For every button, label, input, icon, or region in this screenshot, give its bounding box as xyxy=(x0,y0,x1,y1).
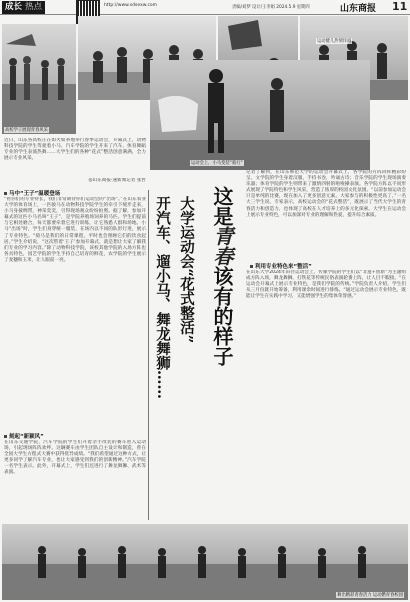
section-1-text: “看你们的专业特长，我们非常期待你们运动会的“出场”。”在山东农业大学的体育场上，一匹骏马在动物科技学院学生的牵引下缓步走来，小马身披绸带，神采奕奕，引得现场观众纷纷拍照。据了解，参加开幕式的这匹小马名叫“王子”，是学院养殖场饲养的马匹。学生们提前与它相处磨合，每天都要牵着它进行训练，让它熟悉人群和场地。小马“出场”时，学生们身穿统一服装，在场内以不同的队形行进，展示了专业特色。“骑马是我们的日常课程，平时也会照顾它们的饮食起居。”学生介绍说，“这次带着‘王子’参加开幕式，就是想让大家了解我们专业的学习内容。”除了动物科技学院，该校其他学院的入场方阵也各具特色，园艺学院的学生手持自己培育的鲜花，农学院的学生展示了麦穗和玉米，让人眼前一亮。 xyxy=(4,197,146,263)
section-2-title: 刻起“新颖风” xyxy=(4,432,44,440)
right-column-text: 记者了解到，在山东师范大学的运动会开幕式上，各学院的方阵同样精彩纷呈。文学院的学生身着汉服，手持书卷，吟诵古诗；音乐学院的学生现场演奏乐器；体育学院的学生则带来了激情四射的啦啦操表演。各学院方阵以不同形式展现了学院特色和学生风采，营造了浓厚的校园文化氛围。“以前参加运动会只是单纯的比赛，现在加入了更多创意元素，大家参与的积极性更高了。”一名大三学生说。专家表示，高校运动会的“花式整活”，既展示了当代大学生的青春活力和创造力，也体现了高校在人才培养上的多元化探索。大学生在运动会上展示专业特色，可以加深对专业的理解和热爱，提升综合素质。 xyxy=(246,170,406,218)
section-3-text: 在山东大学2024年田径运动会上，传媒学院的学生们以“非遗+创新”为主题组成方阵入场，舞龙舞狮、打铁花等传统民俗表演轮番上阵，让人目不暇接。“在运动会开幕式上展示专业特色，是我们学院的传统。”学院负责人介绍，学生们从三月份就开始筹备，利用课余时间进行排练。“通过运动会展示专业特色，既能让学生在实践中学习，又能增强学生的集体荣誉感。” xyxy=(246,270,406,300)
section-2-text: 在山东交通学院，汽车学院的学生们开着亲手改装的赛车进入运动场，引起现场阵阵欢呼。这辆赛车由学生团队自主设计和制造，曾在全国大学生方程式大赛中获得优异成绩。“我们希望通过这种方式，让更多同学了解汽车专业，也让大家感受到我们的创新精神。”汽车学院一名学生表示。此外，开幕式上，学生们还进行了舞龙舞狮、武术等表演。 xyxy=(4,440,146,476)
editor-info: 责编/刘梦 设计/王李娟 2024.5.9 星期四 xyxy=(232,5,310,10)
website-url[interactable]: http://www.sdsexw.com xyxy=(104,3,158,8)
section-1-title: 马中“王子”温暖登场 xyxy=(4,189,60,197)
photo-bottom-formation-art xyxy=(2,524,408,600)
photo-caption-bottom: 舞出精彩青春活力 运动燃青春校园 xyxy=(337,593,403,598)
photo-students-parade-art xyxy=(2,24,76,134)
photo-caption-sports: 运动健儿热情洋溢 xyxy=(317,39,352,44)
page-header xyxy=(0,0,410,15)
photo-horse-art xyxy=(150,60,370,170)
byline: ◎山东商报·速新闻记者 张哲 xyxy=(88,178,146,183)
headline-accent: 青春 xyxy=(210,226,234,266)
column-divider xyxy=(148,190,149,520)
photo-students-parade xyxy=(2,24,76,134)
headline-main xyxy=(208,186,237,366)
lead-paragraph: 近日，山东各高校正在如火如荼地举行春季运动会，开幕式上，动物科技学院的学生驾驶着小马、汽车学院的学生开来了汽车，体育舞蹈专业的学生表演热舞……大学生们的各种“花式”整活创意满满，全力展示专业风采。 xyxy=(4,138,146,162)
photo-caption-top-left: 高校学子展现青春风采 xyxy=(5,128,48,133)
headline-deck-2: 开汽车、遛小马、舞龙舞狮…… xyxy=(154,196,171,399)
newspaper-name: 山东商报 xyxy=(340,4,377,14)
page-number: 11 xyxy=(392,0,408,13)
section-label: 成长 xyxy=(5,2,23,12)
headline-deck-1: 大学运动会“花式整活” xyxy=(178,196,195,344)
headline-line1: 这是 xyxy=(210,186,234,226)
section-3-title: 利用专业特色来“整活” xyxy=(250,262,312,270)
headline-line2: 该有的样子 xyxy=(210,266,234,366)
photo-bottom-formation xyxy=(2,524,408,600)
photo-caption-dance: 运动会上，小马变装“骑行” xyxy=(191,161,243,166)
photo-horse xyxy=(150,60,370,170)
section-sub-label: 热点 xyxy=(25,2,43,12)
section-tag xyxy=(2,1,45,14)
